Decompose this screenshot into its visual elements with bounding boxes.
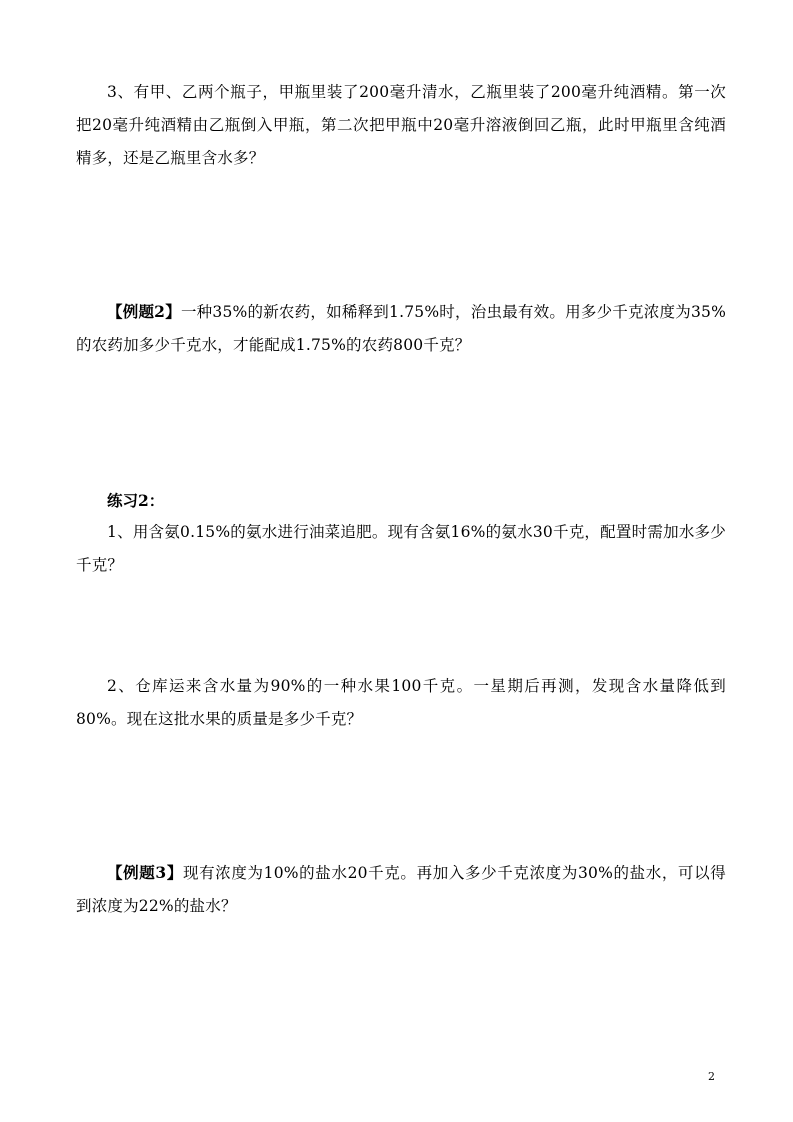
exercise-2-item-1-text: 1、用含氨0.15%的氨水进行油菜追肥。现有含氨16%的氨水30千克，配置时需加水多少千克？ (76, 523, 726, 574)
example-3-text: 现有浓度为10%的盐水20千克。再加入多少千克浓度为30%的盐水，可以得到浓度为22%的盐水？ (76, 864, 726, 915)
example-2-label: 【例题2】 (107, 302, 181, 321)
example-3-paragraph (76, 856, 726, 923)
example-2-text: 一种35%的新农药，如稀释到1.75%时，治虫最有效。用多少千克浓度为35%的农药加多少千克水，才能配成1.75%的农药800千克？ (76, 303, 726, 354)
problem-3 (76, 76, 726, 175)
example-3-label: 【例题3】 (107, 863, 183, 882)
exercise-2-heading: 练习2： (107, 491, 165, 510)
example-2 (76, 295, 726, 362)
exercise-2-item-2 (76, 670, 726, 736)
exercise-2-item-1 (76, 516, 726, 582)
example-2-paragraph (76, 295, 726, 362)
page-number: 2 (708, 1070, 715, 1083)
exercise-2-item-2-text: 2、仓库运来含水量为90%的一种水果100千克。一星期后再测，发现含水量降低到80%。现在这批水果的质量是多少千克？ (76, 677, 726, 728)
example-3 (76, 856, 726, 923)
problem-3-text: 3、有甲、乙两个瓶子，甲瓶里装了200毫升清水，乙瓶里装了200毫升纯酒精。第一次把20毫升纯酒精由乙瓶倒入甲瓶，第二次把甲瓶中20毫升溶液倒回乙瓶，此时甲瓶里含纯酒精多，还是乙瓶里含水多？ (76, 83, 726, 167)
